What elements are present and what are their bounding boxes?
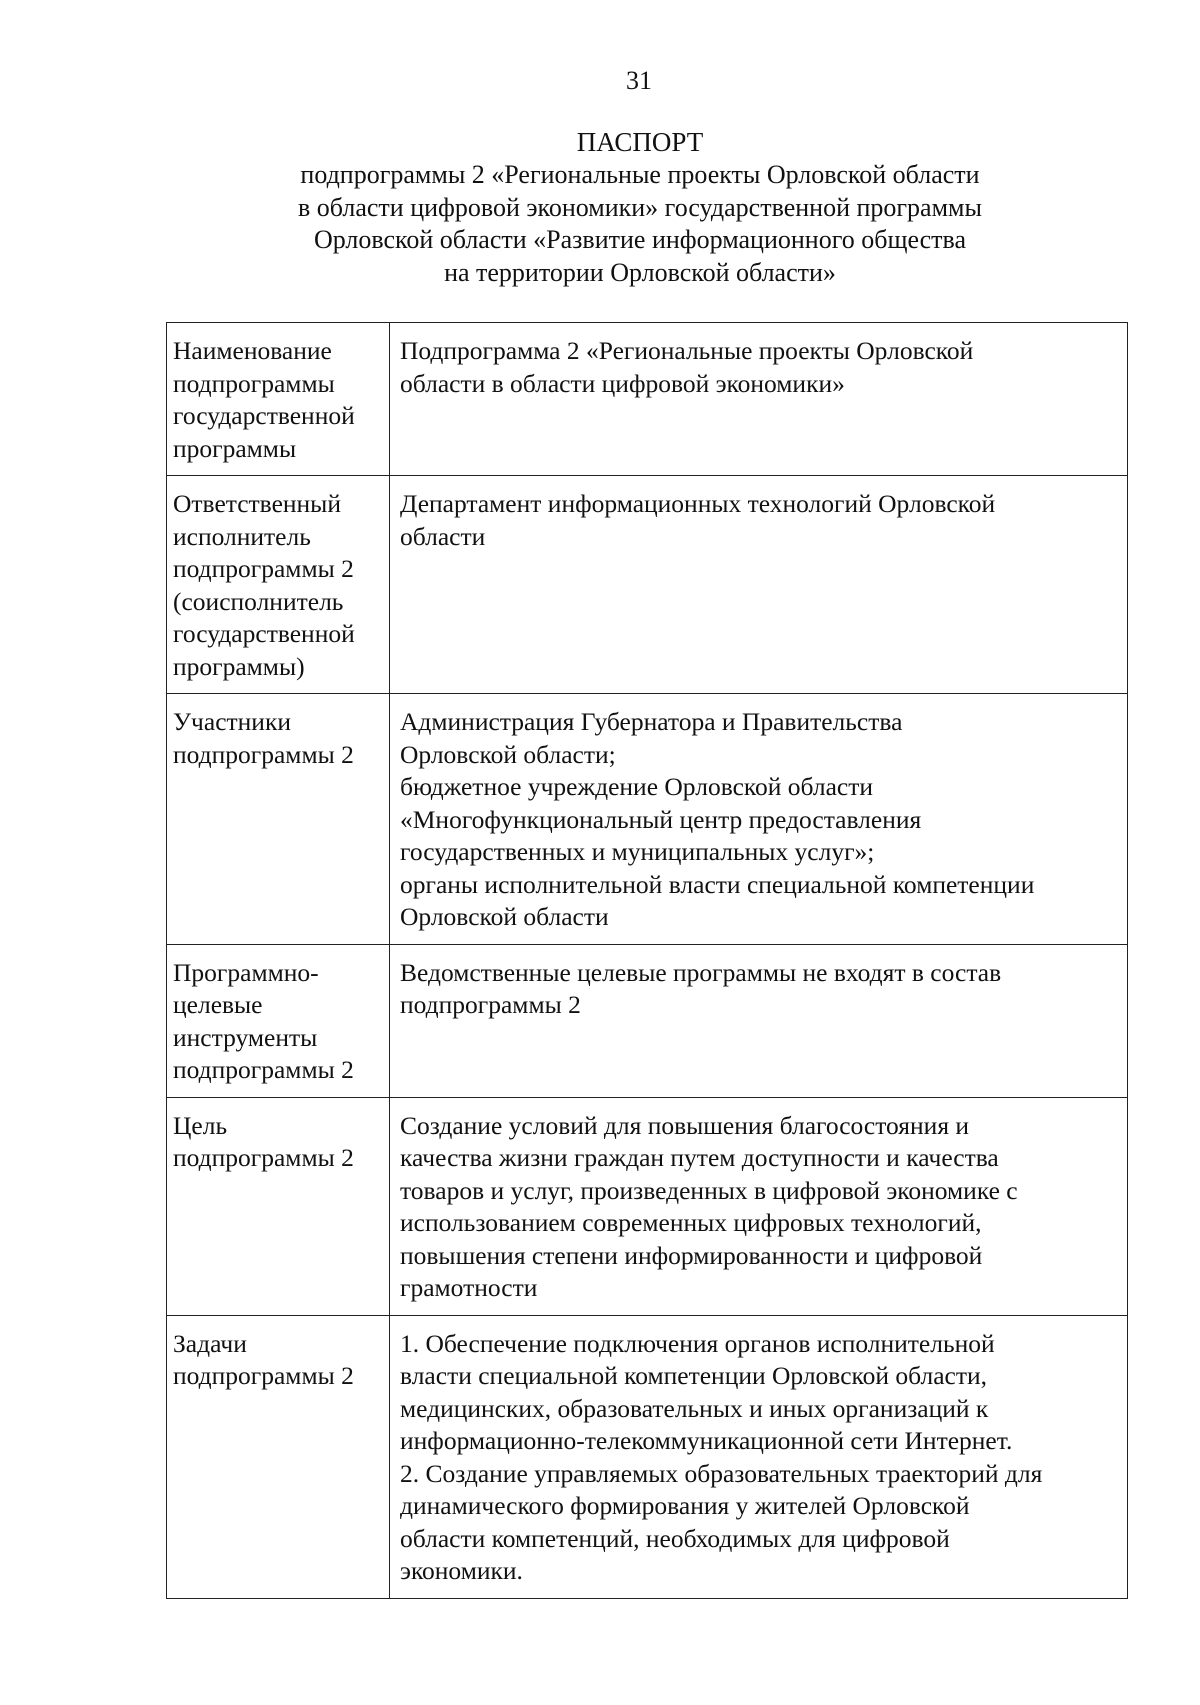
label-line: подпрограммы 2 [173, 554, 354, 583]
value-line: информационно-телекоммуникационной сети Интернет. [400, 1426, 1013, 1455]
document-subtitle-line: на территории Орловской области» [444, 257, 836, 287]
value-line: области [400, 521, 486, 551]
passport-row-value [390, 1315, 1128, 1598]
value-line: Орловской области [400, 902, 609, 931]
passport-row-value [390, 694, 1128, 945]
passport-row-label [167, 1315, 390, 1598]
document-subtitle-line: подпрограммы 2 «Региональные проекты Орловской области [300, 160, 980, 189]
value-line: Орловской области; [400, 739, 616, 769]
label-line: программы) [173, 651, 305, 681]
value-line: «Многофункциональный центр предоставления [400, 804, 922, 834]
value-line: бюджетное учреждение Орловской области [400, 772, 874, 801]
value-line: повышения степени информированности и цифровой [400, 1240, 983, 1270]
passport-row-label [167, 1097, 390, 1315]
value-line: Подпрограмма 2 «Региональные проекты Орловской [400, 336, 974, 365]
document-subtitle-line: Орловской области «Развитие информационного общества [313, 225, 967, 254]
label-line: исполнитель [173, 521, 311, 551]
label-line: Задачи [173, 1328, 247, 1358]
value-line: подпрограммы 2 [400, 990, 581, 1019]
label-line: государственной [173, 401, 355, 430]
document-subtitle-line: в области цифровой экономики» государственной программы [298, 192, 982, 222]
label-line: Ответственный [173, 489, 341, 518]
page-number: 31 [626, 66, 652, 95]
passport-row-label [167, 323, 390, 476]
value-line: области компетенций, необходимых для цифровой [400, 1523, 950, 1553]
label-line: (соисполнитель [173, 586, 344, 616]
value-line: использованием современных цифровых технологий, [400, 1208, 982, 1237]
passport-row [167, 944, 1128, 1097]
label-line: подпрограммы 2 [173, 1361, 354, 1390]
passport-row [167, 694, 1128, 945]
document-title: ПАСПОРТ [576, 127, 704, 157]
value-line: государственных и муниципальных услуг»; [400, 837, 875, 866]
value-line: 1. Обеспечение подключения органов исполнительной [400, 1328, 995, 1358]
label-line: целевые [173, 990, 263, 1019]
value-line: власти специальной компетенции Орловской области, [400, 1361, 987, 1390]
label-line: подпрограммы 2 [173, 1143, 354, 1172]
label-line: Наименование [173, 336, 332, 365]
passport-row-label [167, 694, 390, 945]
value-line: органы исполнительной власти специальной компетенции [400, 869, 1035, 899]
passport-row-value [390, 476, 1128, 694]
value-line: динамического формирования у жителей Орловской [400, 1491, 970, 1520]
value-line: области в области цифровой экономики» [400, 368, 845, 398]
label-line: Цель [173, 1110, 228, 1140]
passport-row-value [390, 1097, 1128, 1315]
passport-row [167, 1097, 1128, 1315]
value-line: Создание условий для повышения благосостояния и [400, 1110, 970, 1140]
label-line: государственной [173, 619, 355, 648]
value-line: Департамент информационных технологий Орловской [400, 489, 996, 518]
label-line: Участники [173, 707, 291, 736]
value-line: 2. Создание управляемых образовательных траекторий для [400, 1458, 1043, 1488]
passport-table [166, 322, 1128, 1599]
value-line: экономики. [400, 1556, 523, 1585]
passport-row-label [167, 944, 390, 1097]
value-line: грамотности [400, 1273, 538, 1302]
value-line: товаров и услуг, произведенных в цифровой экономике с [400, 1175, 1018, 1205]
label-line: инструменты [173, 1022, 318, 1052]
label-line: программы [173, 433, 297, 463]
value-line: Администрация Губернатора и Правительства [400, 707, 903, 736]
label-line: подпрограммы 2 [173, 1055, 354, 1084]
label-line: подпрограммы [173, 368, 335, 398]
label-line: Программно- [173, 957, 319, 987]
passport-row [167, 476, 1128, 694]
passport-row-value [390, 323, 1128, 476]
value-line: медицинских, образовательных и иных организаций к [400, 1393, 989, 1423]
passport-row [167, 1315, 1128, 1598]
value-line: Ведомственные целевые программы не входят в состав [400, 957, 1002, 987]
label-line: подпрограммы 2 [173, 739, 354, 769]
passport-table-body [167, 323, 1128, 1599]
passport-row [167, 323, 1128, 476]
passport-row-label [167, 476, 390, 694]
document-header [180, 125, 1100, 289]
value-line: качества жизни граждан путем доступности и качества [400, 1143, 999, 1172]
passport-row-value [390, 944, 1128, 1097]
